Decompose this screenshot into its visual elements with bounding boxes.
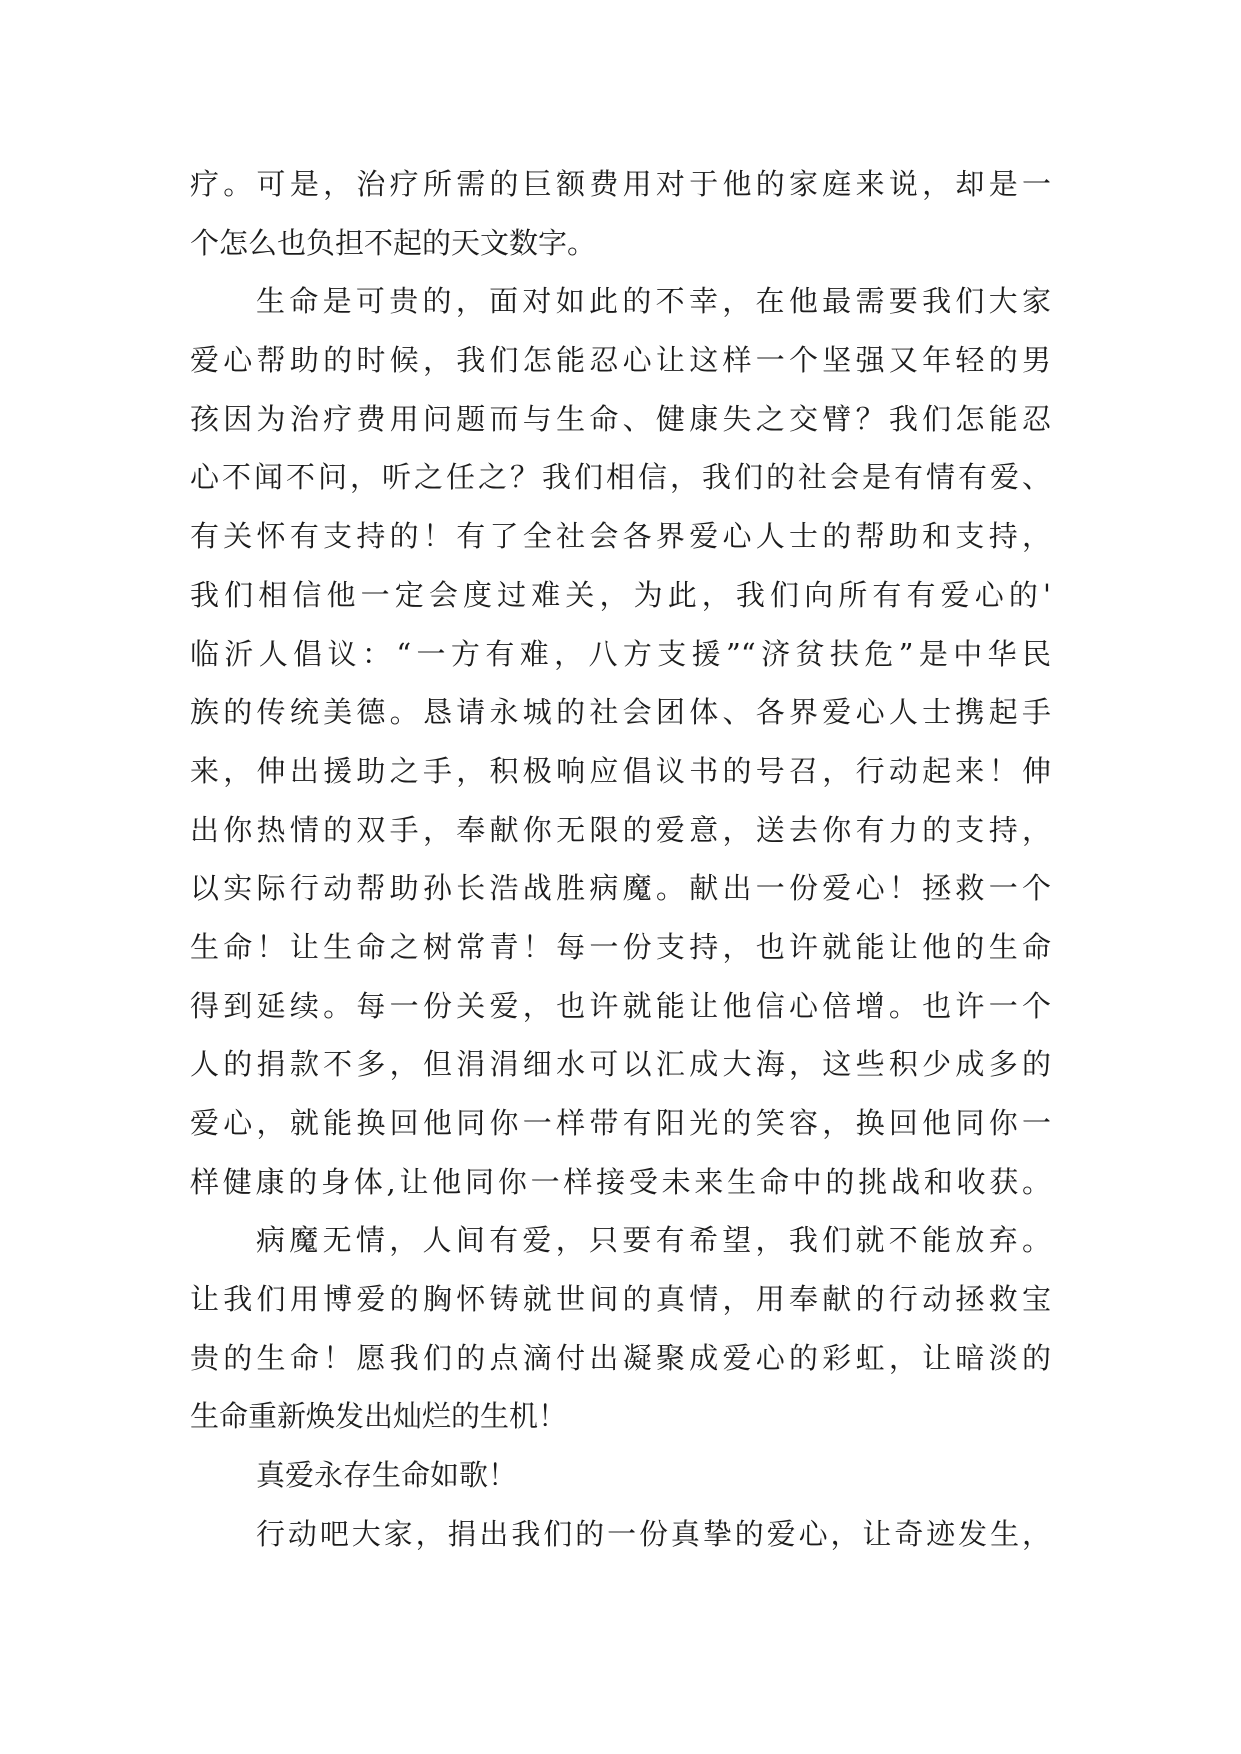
text-line: 生命重新焕发出灿烂的生机！ bbox=[190, 1399, 568, 1434]
text-line: 以实际行动帮助孙长浩战胜病魔。献出一份爱心！拯救一个 bbox=[190, 871, 1051, 906]
text-line: 真爱永存生命如歌！ bbox=[256, 1458, 518, 1493]
text-line: 来，伸出援助之手，积极响应倡议书的号召，行动起来！伸 bbox=[190, 753, 1051, 788]
text-line: 得到延续。每一份关爱，也许就能让他信心倍增。也许一个 bbox=[190, 988, 1051, 1023]
paragraph bbox=[190, 1505, 1051, 1564]
text-line: 我们相信他一定会度过难关，为此，我们向所有有爱心的' bbox=[190, 577, 1051, 612]
text-line: 心不闻不问，听之任之？我们相信，我们的社会是有情有爱、 bbox=[190, 460, 1051, 495]
paragraph bbox=[190, 272, 1051, 1211]
text-line: 疗。可是，治疗所需的巨额费用对于他的家庭来说，却是一 bbox=[190, 167, 1051, 201]
text-line: 贵的生命！愿我们的点滴付出凝聚成爱心的彩虹，让暗淡的 bbox=[190, 1340, 1051, 1375]
text-line: 样健康的身体,让他同你一样接受未来生命中的挑战和收获。 bbox=[190, 1164, 1051, 1199]
text-line: 爱心帮助的时候，我们怎能忍心让这样一个坚强又年轻的男 bbox=[190, 343, 1051, 378]
text-line: 行动吧大家，捐出我们的一份真挚的爱心，让奇迹发生， bbox=[256, 1516, 1051, 1551]
text-line: 病魔无情，人间有爱，只要有希望，我们就不能放弃。 bbox=[256, 1223, 1051, 1258]
text-line: 爱心，就能换回他同你一样带有阳光的笑容，换回他同你一 bbox=[190, 1106, 1051, 1140]
text-line: 有关怀有支持的！有了全社会各界爱心人士的帮助和支持， bbox=[190, 519, 1051, 554]
text-line: 临沂人倡议：“一方有难，八方支援”“济贫扶危”是中华民 bbox=[190, 636, 1051, 671]
paragraph bbox=[190, 1211, 1051, 1446]
text-line: 人的捐款不多，但涓涓细水可以汇成大海，这些积少成多的 bbox=[190, 1047, 1051, 1082]
text-line: 孩因为治疗费用问题而与生命、健康失之交臂？我们怎能忍 bbox=[190, 401, 1051, 436]
text-line: 生命是可贵的，面对如此的不幸，在他最需要我们大家 bbox=[256, 284, 1051, 319]
paragraph bbox=[190, 1446, 1051, 1505]
text-line: 个怎么也负担不起的天文数字。 bbox=[190, 225, 597, 260]
document-body bbox=[190, 155, 1051, 1564]
text-line: 让我们用博爱的胸怀铸就世间的真情，用奉献的行动拯救宝 bbox=[190, 1282, 1051, 1317]
text-line: 生命！让生命之树常青！每一份支持，也许就能让他的生命 bbox=[190, 929, 1051, 964]
paragraph bbox=[190, 155, 1051, 272]
text-line: 族的传统美德。恳请永城的社会团体、各界爱心人士携起手 bbox=[190, 695, 1051, 730]
text-line: 出你热情的双手，奉献你无限的爱意，送去你有力的支持， bbox=[190, 812, 1051, 847]
